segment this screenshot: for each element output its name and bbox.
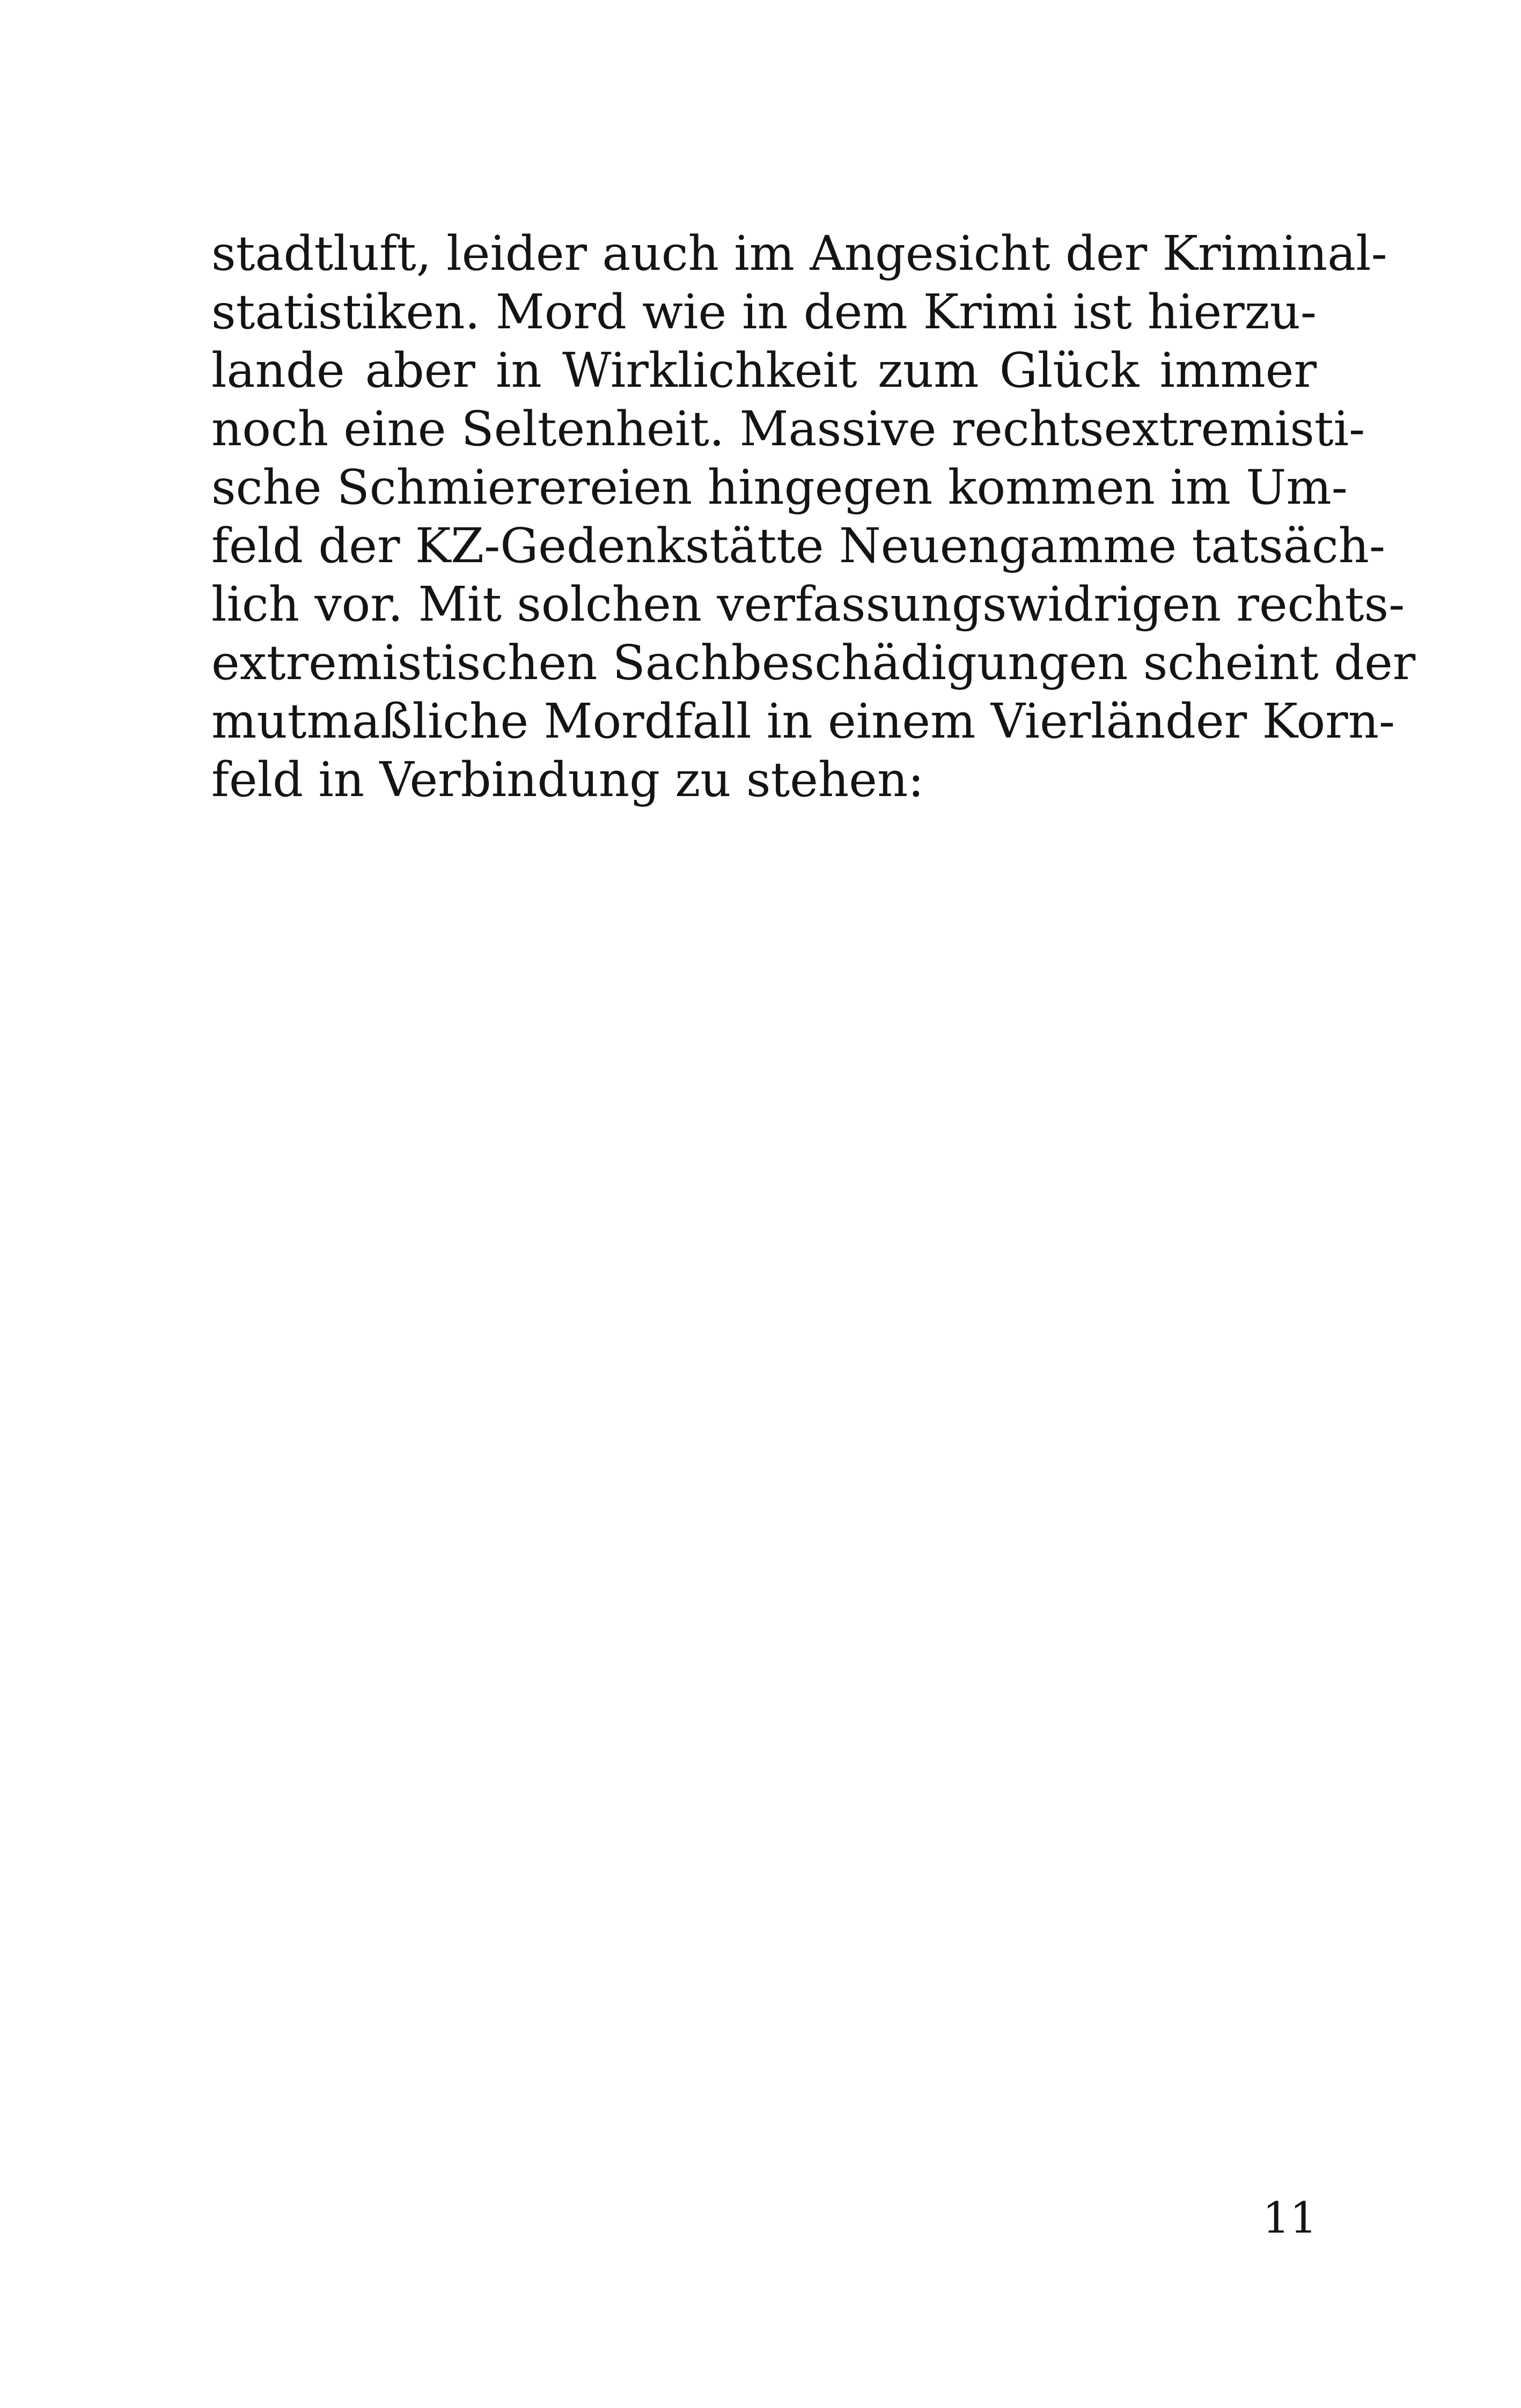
body-text	[211, 224, 1416, 809]
text-line: lich vor. Mit solchen verfassungswidrigen rechts-	[211, 576, 1405, 632]
text-line: sche Schmierereien hingegen kommen im Um-	[211, 459, 1348, 515]
text-line: lande aber in Wirklichkeit zum Glück immer	[211, 342, 1317, 398]
page-number: 11	[1262, 2193, 1317, 2243]
text-line: stadtluft, leider auch im Angesicht der Kriminal-	[211, 225, 1387, 281]
text-line: feld der KZ-Gedenkstätte Neuengamme tatsäch-	[211, 518, 1386, 573]
text-line: noch eine Seltenheit. Massive rechtsextremisti-	[211, 401, 1365, 456]
text-line: extremistischen Sachbeschädigungen scheint der	[211, 635, 1416, 690]
text-line: statistiken. Mord wie in dem Krimi ist hierzu-	[211, 284, 1317, 340]
text-line: feld in Verbindung zu stehen:	[211, 752, 924, 807]
text-line: mutmaßliche Mordfall in einem Vierländer Korn-	[211, 693, 1395, 749]
